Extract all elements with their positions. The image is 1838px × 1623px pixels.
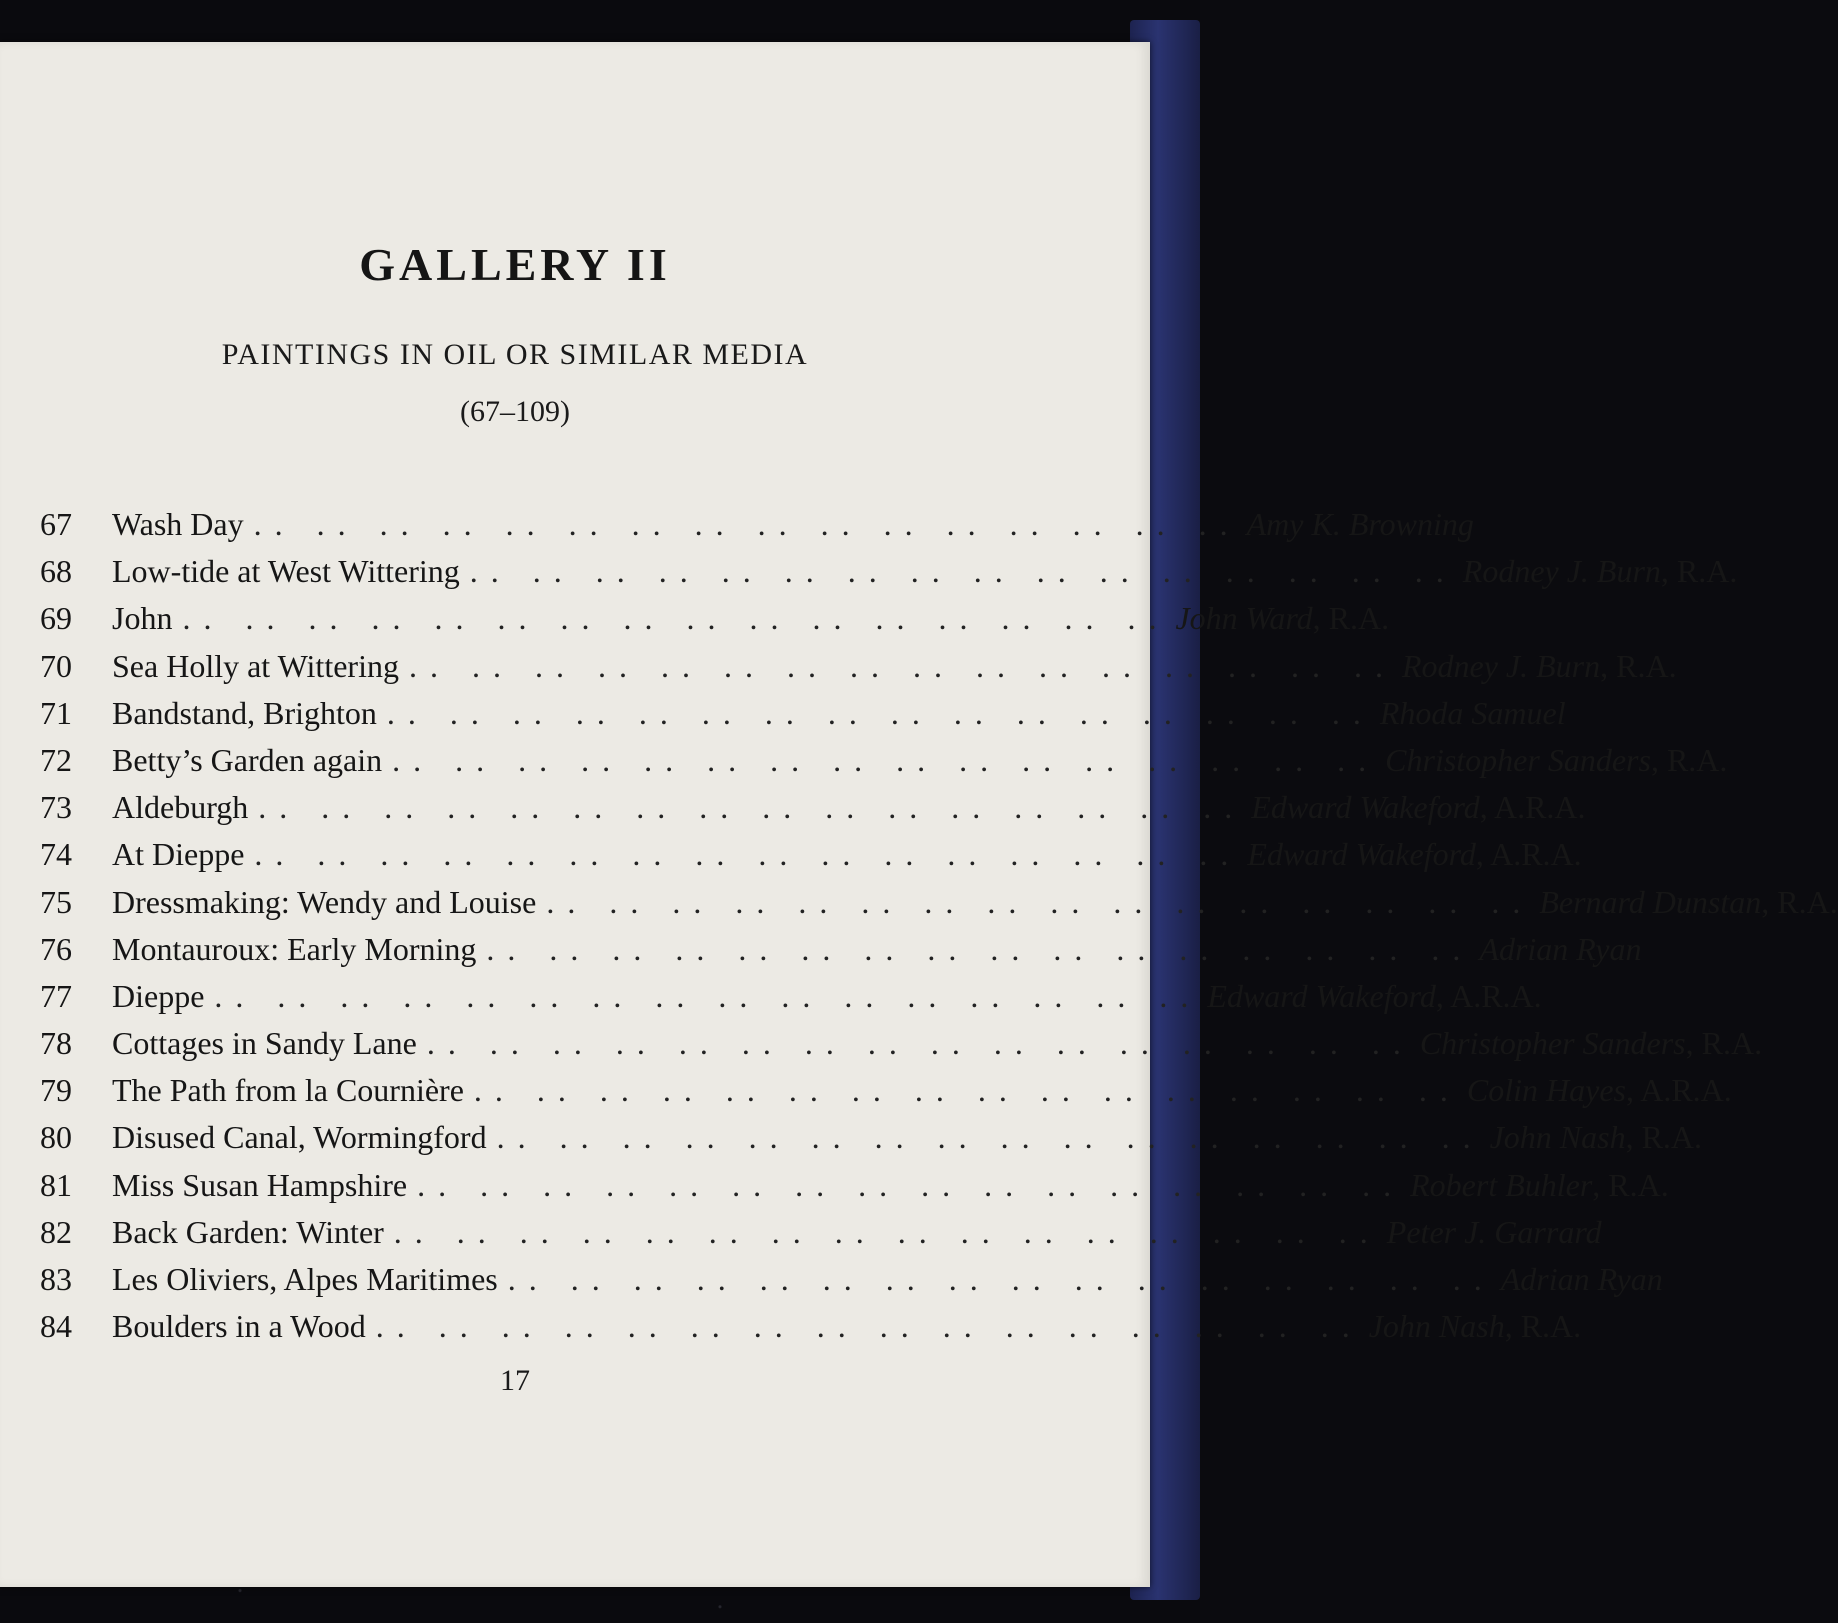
entry-number: 81 [40, 1166, 72, 1203]
entry-artist [1387, 1214, 1602, 1251]
entry-number: 73 [40, 789, 72, 826]
artist-separator: , [1435, 977, 1451, 1014]
artist-separator: , [1685, 1025, 1702, 1062]
entry-title: Betty’s Garden again [112, 741, 383, 778]
dot-leader: .. .. .. .. .. .. .. .. .. .. .. .. .. .. .. .. [473, 1072, 1461, 1109]
entry-number: 80 [40, 1119, 72, 1156]
entry-title: Dieppe [112, 977, 205, 1014]
list-item [40, 1261, 1663, 1308]
entry-artist [1463, 553, 1738, 590]
entry-title: Sea Holly at Wittering [112, 647, 399, 684]
entry-number: 72 [40, 741, 72, 778]
artist-name: Rhoda Samuel [1379, 694, 1566, 731]
entry-title: Boulders in a Wood [112, 1308, 366, 1345]
page-number: 17 [500, 1364, 530, 1397]
entry-title: Cottages in Sandy Lane [112, 1025, 417, 1062]
entry-title: Disused Canal, Wormingford [112, 1119, 487, 1156]
dot-leader: .. .. .. .. .. .. .. .. .. .. .. .. .. .. .. .. [258, 789, 1246, 826]
entry-number: 69 [40, 600, 72, 637]
entry-title: At Dieppe [112, 836, 245, 873]
entry-artist [1247, 506, 1474, 543]
entry-artist [1467, 1072, 1732, 1109]
entry-title: Les Oliviers, Alpes Maritimes [112, 1261, 498, 1297]
artist-honour: R.A. [1666, 741, 1728, 778]
dot-leader: .. .. .. .. .. .. .. .. .. .. .. .. .. .. .. .. [392, 741, 1380, 778]
artist-name: Colin Hayes [1466, 1072, 1626, 1109]
artist-honour: A.R.A. [1490, 836, 1582, 873]
artist-honour: R.A. [1608, 1166, 1669, 1203]
entry-title: John [112, 600, 173, 637]
dot-leader: .. .. .. .. .. .. .. .. .. .. .. .. .. .. .. .. [386, 694, 1374, 731]
list-item [40, 1072, 1732, 1119]
entry-artist [1490, 1119, 1702, 1156]
dot-leader: .. .. .. .. .. .. .. .. .. .. .. .. .. .. .. .. [393, 1213, 1381, 1250]
artist-name: Edward Wakeford [1207, 977, 1436, 1014]
artist-name: John Nash [1489, 1119, 1626, 1156]
entry-artist [1420, 1025, 1762, 1062]
artist-honour: R.A. [1328, 600, 1390, 637]
artist-name: Adrian Ryan [1500, 1261, 1663, 1297]
entry-number: 70 [40, 647, 72, 684]
entry-artist [1402, 648, 1677, 685]
entry-title: The Path from la Cournière [112, 1072, 464, 1109]
artist-name: Bernard Dunstan [1539, 883, 1762, 920]
artist-name: Christopher Sanders [1385, 741, 1651, 778]
dot-leader: .. .. .. .. .. .. .. .. .. .. .. .. .. .. .. .. [182, 600, 1170, 637]
dot-leader: .. .. .. .. .. .. .. .. .. .. .. .. .. .. .. .. [417, 1166, 1405, 1203]
artist-name: Adrian Ryan [1479, 930, 1642, 967]
entry-number: 79 [40, 1072, 72, 1109]
list-item [40, 977, 1542, 1025]
artist-honour: R.A. [1641, 1119, 1703, 1156]
artist-separator: , [1660, 553, 1677, 590]
artist-separator: , [1600, 647, 1617, 684]
catalogue-range: (67–109) [460, 395, 570, 428]
entry-title: Montauroux: Early Morning [112, 930, 477, 967]
artist-honour: R.A. [1777, 883, 1838, 920]
dot-leader: .. .. .. .. .. .. .. .. .. .. .. .. .. .. .. .. [214, 977, 1202, 1014]
entry-title: Wash Day [112, 506, 244, 542]
entry-title: Miss Susan Hampshire [112, 1166, 408, 1203]
artist-name: Rodney J. Burn [1401, 647, 1601, 684]
entry-number: 71 [40, 694, 72, 731]
entry-title: Aldeburgh [112, 789, 249, 826]
entry-number: 78 [40, 1025, 72, 1062]
list-item [40, 1119, 1703, 1166]
entry-title: Bandstand, Brighton [112, 694, 377, 731]
entry-artist [1247, 836, 1581, 873]
artist-honour: R.A. [1616, 647, 1677, 684]
entry-artist [1369, 1308, 1581, 1345]
list-item [40, 694, 1566, 742]
list-item [40, 1213, 1602, 1261]
artist-separator: , [1504, 1308, 1521, 1345]
entry-number: 76 [40, 930, 72, 967]
list-item [40, 553, 1738, 600]
entry-number: 68 [40, 553, 72, 590]
artist-honour: A.R.A. [1493, 789, 1586, 826]
entry-number: 74 [40, 836, 72, 873]
artist-separator: , [1625, 1072, 1641, 1109]
artist-separator: , [1625, 1119, 1642, 1156]
artist-name: Amy K. Browning [1246, 506, 1474, 542]
entry-number: 83 [40, 1261, 72, 1297]
entry-artist [1501, 1261, 1663, 1298]
list-item [40, 1025, 1763, 1072]
dot-leader: .. .. .. .. .. .. .. .. .. .. .. .. .. .. .. .. [507, 1261, 1495, 1297]
dot-leader: .. .. .. .. .. .. .. .. .. .. .. .. .. .. .. .. [496, 1119, 1484, 1156]
entry-artist [1380, 695, 1566, 732]
gallery-title: GALLERY II [359, 239, 671, 290]
entry-artist [1175, 600, 1389, 637]
dot-leader: .. .. .. .. .. .. .. .. .. .. .. .. .. .. .. .. [486, 930, 1474, 967]
artist-separator: , [1479, 789, 1494, 826]
entry-artist [1539, 884, 1837, 921]
list-item [40, 1166, 1669, 1214]
dot-leader: .. .. .. .. .. .. .. .. .. .. .. .. .. .. .. .. [254, 836, 1242, 873]
dot-leader: .. .. .. .. .. .. .. .. .. .. .. .. .. .. .. .. [469, 553, 1457, 590]
entry-title: Back Garden: Winter [112, 1213, 384, 1250]
artist-separator: , [1592, 1166, 1609, 1203]
artist-name: John Ward [1175, 600, 1313, 637]
dot-leader: .. .. .. .. .. .. .. .. .. .. .. .. .. .. .. .. [426, 1025, 1414, 1062]
list-item [40, 789, 1586, 836]
list-item [40, 836, 1582, 883]
artist-separator: , [1761, 883, 1778, 920]
list-item [40, 883, 1838, 931]
dot-leader: .. .. .. .. .. .. .. .. .. .. .. .. .. .. .. .. [375, 1308, 1363, 1345]
artist-honour: R.A. [1676, 553, 1738, 590]
artist-name: Rodney J. Burn [1462, 553, 1661, 590]
artist-separator: , [1475, 836, 1491, 873]
entry-list [40, 506, 1838, 1355]
artist-name: Peter J. Garrard [1386, 1213, 1602, 1250]
artist-name: Robert Buhler [1410, 1166, 1593, 1203]
artist-name: Edward Wakeford [1247, 836, 1476, 873]
artist-separator: , [1312, 600, 1329, 637]
artist-honour: R.A. [1520, 1308, 1582, 1345]
entry-number: 77 [40, 977, 72, 1014]
list-item [40, 506, 1474, 553]
section-title: PAINTINGS IN OIL OR SIMILAR MEDIA [221, 338, 809, 371]
entry-artist [1385, 742, 1727, 779]
artist-separator: , [1650, 741, 1667, 778]
artist-honour: A.R.A. [1450, 977, 1542, 1014]
dot-leader: .. .. .. .. .. .. .. .. .. .. .. .. .. .. .. .. [408, 647, 1396, 684]
list-item [40, 741, 1728, 789]
artist-name: Edward Wakeford [1251, 789, 1480, 826]
entry-artist [1410, 1167, 1669, 1204]
list-item [40, 600, 1390, 647]
dot-leader: .. .. .. .. .. .. .. .. .. .. .. .. .. .. .. .. [546, 883, 1534, 920]
entry-title: Low-tide at West Wittering [112, 553, 460, 590]
entry-number: 84 [40, 1308, 72, 1345]
entry-number: 82 [40, 1213, 72, 1250]
list-item [40, 930, 1642, 978]
dot-leader: .. .. .. .. .. .. .. .. .. .. .. .. .. .. .. .. [253, 506, 1241, 542]
list-item [40, 647, 1677, 695]
entry-title: Dressmaking: Wendy and Louise [112, 883, 537, 920]
artist-name: Christopher Sanders [1419, 1025, 1686, 1062]
catalogue-page [0, 42, 1838, 1587]
entry-number: 67 [40, 506, 72, 542]
entry-artist [1207, 978, 1541, 1015]
artist-name: John Nash [1368, 1308, 1505, 1345]
entry-artist [1251, 789, 1585, 826]
artist-honour: A.R.A. [1640, 1072, 1732, 1109]
list-item [40, 1308, 1582, 1355]
entry-number: 75 [40, 883, 72, 920]
entry-artist [1479, 931, 1641, 968]
artist-honour: R.A. [1701, 1025, 1763, 1062]
